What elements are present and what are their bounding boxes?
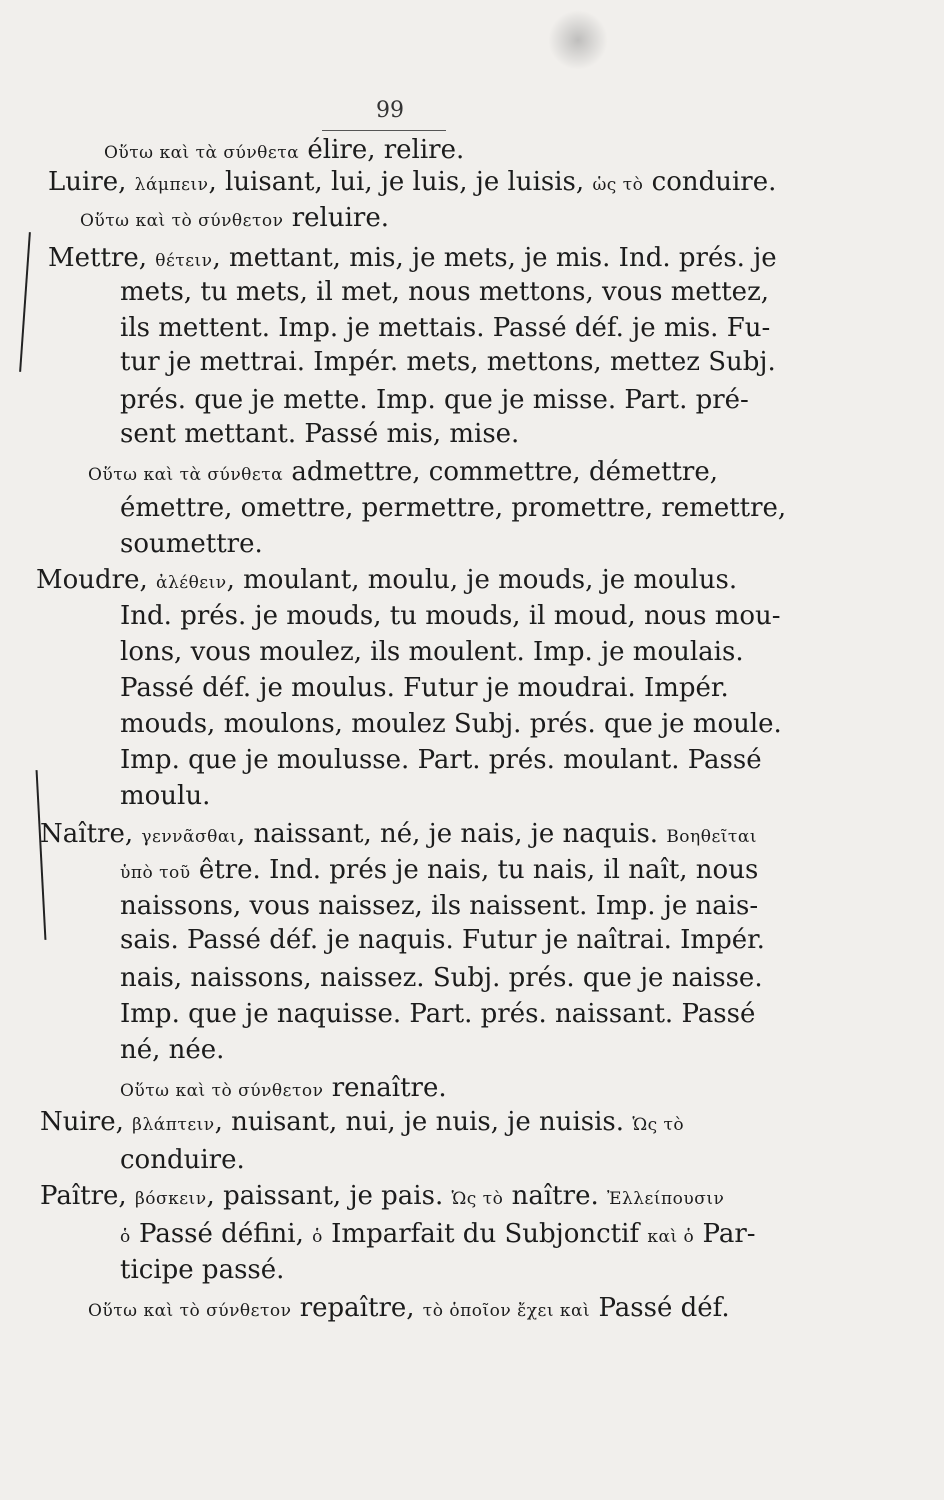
greek-text: Ὡς τὸ [451, 1189, 504, 1209]
french-text: sent mettant. Passé mis, mise. [120, 419, 520, 449]
text-line [120, 528, 263, 560]
french-text: , naissant, né, je nais, je naquis. [236, 819, 667, 849]
french-text: Naître, [40, 819, 142, 849]
french-text: Passé déf. je moulus. Futur je moudrai. Impér. [120, 673, 729, 703]
text-line [120, 492, 886, 524]
margin-bracket-naitre [36, 770, 47, 940]
greek-text: Οὕτω καὶ τὰ σύνθετα [88, 465, 284, 485]
text-line [120, 780, 211, 812]
french-text: Moudre, [36, 565, 157, 595]
french-text: Imparfait du Subjonctif [322, 1219, 648, 1249]
text-line [104, 134, 569, 169]
text-line [40, 1180, 806, 1215]
text-line [120, 312, 886, 344]
french-text: émettre, omettre, permettre, promettre, remettre, [120, 493, 787, 523]
french-text: lons, vous moulez, ils moulent. Imp. je moulais. [120, 637, 744, 667]
french-text: Nuire, [40, 1107, 133, 1137]
text-line [120, 854, 886, 889]
text-line [120, 1144, 245, 1176]
text-line [48, 242, 814, 277]
french-text: reluire. [283, 203, 389, 233]
french-text: repaître, [291, 1293, 423, 1323]
greek-text: ἀλέθειν [156, 573, 227, 593]
french-text: Passé défini, [130, 1219, 313, 1249]
text-line [120, 962, 886, 994]
text-line [120, 890, 886, 922]
french-text: élire, relire. [299, 135, 465, 165]
french-text: Imp. que je moulusse. Part. prés. moulant. Passé [120, 745, 762, 775]
text-line [36, 564, 802, 599]
greek-text: καὶ ὁ [647, 1227, 695, 1247]
french-text: Mettre, [48, 243, 156, 273]
french-text: , mettant, mis, je mets, je mis. Ind. prés. je [212, 243, 777, 273]
text-line [48, 166, 830, 201]
text-line [80, 202, 490, 237]
text-line [88, 1292, 858, 1327]
text-line [120, 744, 886, 776]
greek-text: Οὕτω καὶ τὸ σύνθετον [80, 211, 284, 231]
french-text: né, née. [120, 1035, 225, 1065]
french-text: admettre, commettre, démettre, [283, 457, 718, 487]
french-text: Imp. que je naquisse. Part. prés. naissant. Passé [120, 999, 756, 1029]
greek-text: ὑπὸ τοῦ [120, 863, 191, 883]
header-rule [322, 130, 446, 131]
text-line [88, 456, 854, 491]
page-number: 99 [376, 98, 404, 123]
french-text: naître. [503, 1181, 607, 1211]
french-text: , nuisant, nui, je nuis, je nuisis. [214, 1107, 633, 1137]
french-text: renaître. [323, 1073, 447, 1103]
greek-text: ὁ [120, 1227, 131, 1247]
greek-text: Οὕτω καὶ τὰ σύνθετα [104, 143, 300, 163]
text-line [120, 418, 520, 450]
text-line [120, 998, 886, 1030]
french-text: , paissant, je pais. [206, 1181, 452, 1211]
text-line [120, 636, 886, 668]
greek-text: τὸ ὁποῖον ἔχει καὶ [422, 1301, 591, 1321]
french-text: conduire. [643, 167, 777, 197]
french-text: Paître, [40, 1181, 135, 1211]
text-line [120, 1254, 285, 1286]
french-text: mets, tu mets, il met, nous mettons, vous mettez, [120, 277, 770, 307]
french-text: être. Ind. prés je nais, tu nais, il naît, nous [190, 855, 759, 885]
text-line [120, 276, 886, 308]
french-text: Par- [694, 1219, 756, 1249]
text-line [120, 384, 886, 416]
french-text: prés. que je mette. Imp. que je misse. Part. pré- [120, 385, 749, 415]
french-text: Luire, [48, 167, 135, 197]
french-text: nais, naissons, naissez. Subj. prés. que je naisse. [120, 963, 763, 993]
greek-text: Οὕτω καὶ τὸ σύνθετον [88, 1301, 292, 1321]
french-text: conduire. [120, 1145, 245, 1175]
margin-bracket-mettre [19, 232, 31, 372]
french-text: soumettre. [120, 529, 263, 559]
greek-text: Ἐλλείπουσιν [606, 1189, 725, 1209]
text-line [40, 818, 806, 853]
french-text: , luisant, lui, je luis, je luisis, [208, 167, 593, 197]
greek-text: λάμπειν [134, 175, 209, 195]
text-line [120, 346, 886, 378]
text-line [40, 1106, 806, 1141]
greek-text: ὡς τὸ [592, 175, 644, 195]
french-text: Ind. prés. je mouds, tu mouds, il moud, nous mou- [120, 601, 781, 631]
french-text: ticipe passé. [120, 1255, 285, 1285]
text-line [120, 600, 886, 632]
text-line [120, 1218, 886, 1253]
french-text: mouds, moulons, moulez Subj. prés. que je moule. [120, 709, 782, 739]
greek-text: βόσκειν [134, 1189, 207, 1209]
french-text: ils mettent. Imp. je mettais. Passé déf. je mis. Fu- [120, 313, 771, 343]
greek-text: ὁ [312, 1227, 323, 1247]
french-text: naissons, vous naissez, ils naissent. Imp. je nais- [120, 891, 759, 921]
greek-text: θέτειν [155, 251, 213, 271]
french-text: Passé déf. [590, 1293, 730, 1323]
greek-text: γεννᾶσθαι [141, 827, 237, 847]
greek-text: Οὕτω καὶ τὸ σύνθετον [120, 1081, 324, 1101]
text-line [120, 1072, 462, 1107]
text-line [120, 708, 886, 740]
french-text: tur je mettrai. Impér. mets, mettons, mettez Subj. [120, 347, 776, 377]
greek-text: βλάπτειν [132, 1115, 215, 1135]
greek-text: Βοηθεῖται [666, 827, 757, 847]
ink-stain [548, 10, 608, 70]
greek-text: Ὡς τὸ [632, 1115, 685, 1135]
text-line [120, 924, 886, 956]
french-text: sais. Passé déf. je naquis. Futur je naîtrai. Impér. [120, 925, 765, 955]
text-line [120, 672, 886, 704]
text-line [120, 1034, 226, 1066]
french-text: moulu. [120, 781, 211, 811]
french-text: , moulant, moulu, je mouds, je moulus. [226, 565, 738, 595]
